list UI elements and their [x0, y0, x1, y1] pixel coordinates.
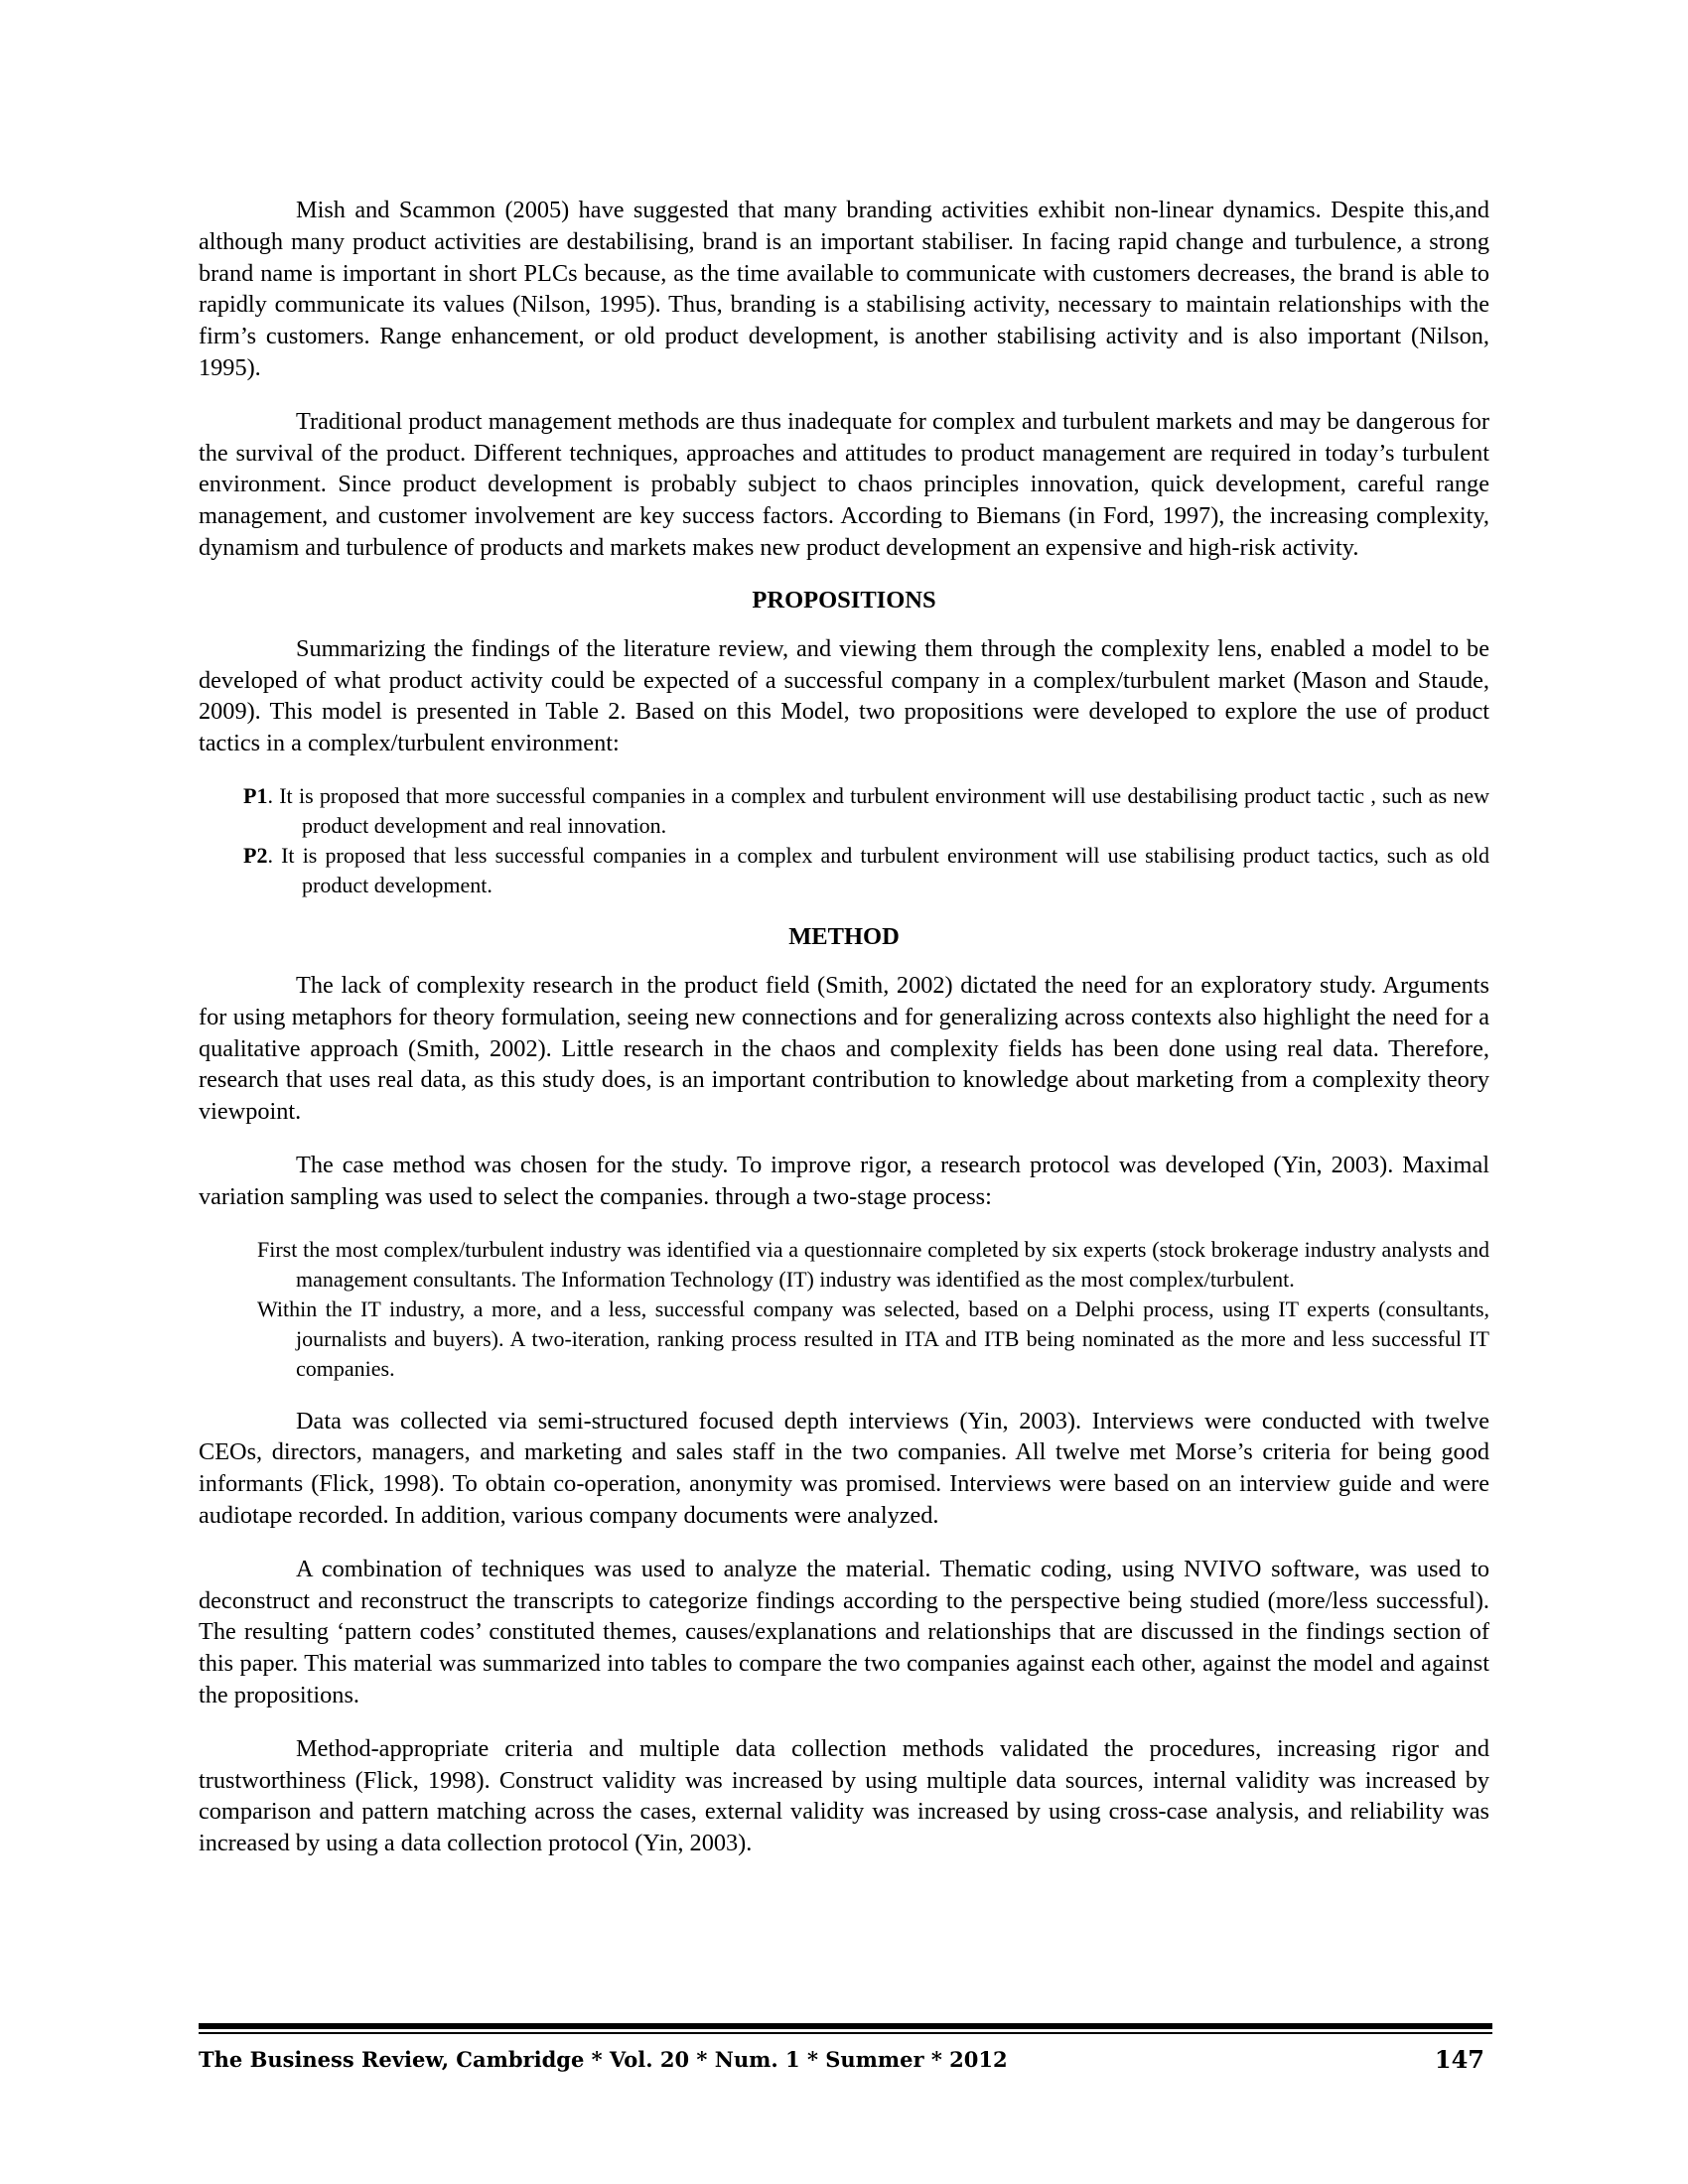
footer-rule	[199, 2023, 1492, 2029]
section-heading-method: METHOD	[788, 922, 900, 950]
footer-rule	[199, 2032, 1492, 2034]
section-heading-propositions: PROPOSITIONS	[752, 586, 936, 614]
body-paragraph: The case method was chosen for the study. To improve rigor, a research protocol was developed (Yin, 2003). Maximal variation sampling was used to select the companies. through a two-stage process:	[199, 1151, 1489, 1210]
proposition-text: . It is proposed that more successful companies in a complex and turbulent environment will use destabilising product tactic , such as new product development and real innovation.	[267, 782, 1489, 838]
body-paragraph: Mish and Scammon (2005) have suggested that many branding activities exhibit non-linear dynamics. Despite this,and although many product activities are destabilising, brand is an important stabiliser. In facing rapid change and turbulence, a strong brand name is important in short PLCs because, as the time available to communicate with customers decreases, the brand is able to rapidly communicate its values (Nilson, 1995). Thus, branding is a stabilising activity, necessary to maintain relationships with the firm’s customers. Range enhancement, or old product development, is another stabilising activity and is also important (Nilson, 1995).	[199, 197, 1489, 381]
page-footer	[199, 2043, 1492, 2079]
proposition-item	[199, 841, 1489, 900]
sampling-steps-list	[199, 1235, 1489, 1384]
proposition-item	[199, 781, 1489, 841]
body-paragraph: Data was collected via semi-structured focused depth interviews (Yin, 2003). Interviews were conducted with twelve CEOs, directors, managers, and marketing and sales staff in the two companies. All twelve met Morse’s criteria for being good informants (Flick, 1998). To obtain co-operation, anonymity was promised. Interviews were based on an interview guide and were audiotape recorded. In addition, various company documents were analyzed.	[199, 1407, 1489, 1529]
sampling-step: First the most complex/turbulent industry was identified via a questionnaire completed by six experts (stock brokerage industry analysts and management consultants. The Information Technology (IT) industry was identified as the most complex/turbulent.	[257, 1236, 1489, 1292]
body-paragraph: A combination of techniques was used to analyze the material. Thematic coding, using NVIVO software, was used to deconstruct and reconstruct the transcripts to categorize findings according to the perspective being studied (more/less successful). The resulting ‘pattern codes’ constituted themes, causes/explanations and relationships that are discussed in the findings section of this paper. This material was summarized into tables to compare the two companies against each other, against the model and against the propositions.	[199, 1555, 1489, 1708]
body-paragraph: Summarizing the findings of the literature review, and viewing them through the complexity lens, enabled a model to be developed of what product activity could be expected of a successful company in a complex/turbulent market (Mason and Staude, 2009). This model is presented in Table 2. Based on this Model, two propositions were developed to explore the use of product tactics in a complex/turbulent environment:	[199, 634, 1489, 757]
body-paragraph: The lack of complexity research in the product field (Smith, 2002) dictated the need for an exploratory study. Arguments for using metaphors for theory formulation, seeing new connections and for generalizing across contexts also highlight the need for a qualitative approach (Smith, 2002). Little research in the chaos and complexity fields has been done using real data. Therefore, research that uses real data, as this study does, is an important contribution to knowledge about marketing from a complexity theory viewpoint.	[199, 971, 1489, 1126]
proposition-text: . It is proposed that less successful companies in a complex and turbulent environment will use stabilising product tactics, such as old product development.	[267, 842, 1489, 897]
body-paragraph: Method-appropriate criteria and multiple data collection methods validated the procedures, increasing rigor and trustworthiness (Flick, 1998). Construct validity was increased by using multiple data sources, internal validity was increased by comparison and pattern matching across the cases, external validity was increased by using cross-case analysis, and reliability was increased by using a data collection protocol (Yin, 2003).	[199, 1734, 1489, 1857]
article-body	[199, 195, 1489, 1881]
proposition-label: P1	[243, 782, 268, 808]
journal-citation: The Business Review, Cambridge * Vol. 20 * Num. 1 * Summer * 2012	[199, 2047, 1008, 2072]
proposition-label: P2	[243, 842, 268, 868]
page-number: 147	[1434, 2045, 1484, 2074]
propositions-list	[199, 781, 1489, 900]
sampling-step: Within the IT industry, a more, and a less, successful company was selected, based on a Delphi process, using IT experts (consultants, journalists and buyers). A two-iteration, ranking process resulted in ITA and ITB being nominated as the more and less successful IT companies.	[257, 1296, 1489, 1381]
body-paragraph: Traditional product management methods are thus inadequate for complex and turbulent markets and may be dangerous for the survival of the product. Different techniques, approaches and attitudes to product management are required in today’s turbulent environment. Since product development is probably subject to chaos principles innovation, quick development, careful range management, and customer involvement are key success factors. According to Biemans (in Ford, 1997), the increasing complexity, dynamism and turbulence of products and markets makes new product development an expensive and high-risk activity.	[199, 407, 1489, 561]
